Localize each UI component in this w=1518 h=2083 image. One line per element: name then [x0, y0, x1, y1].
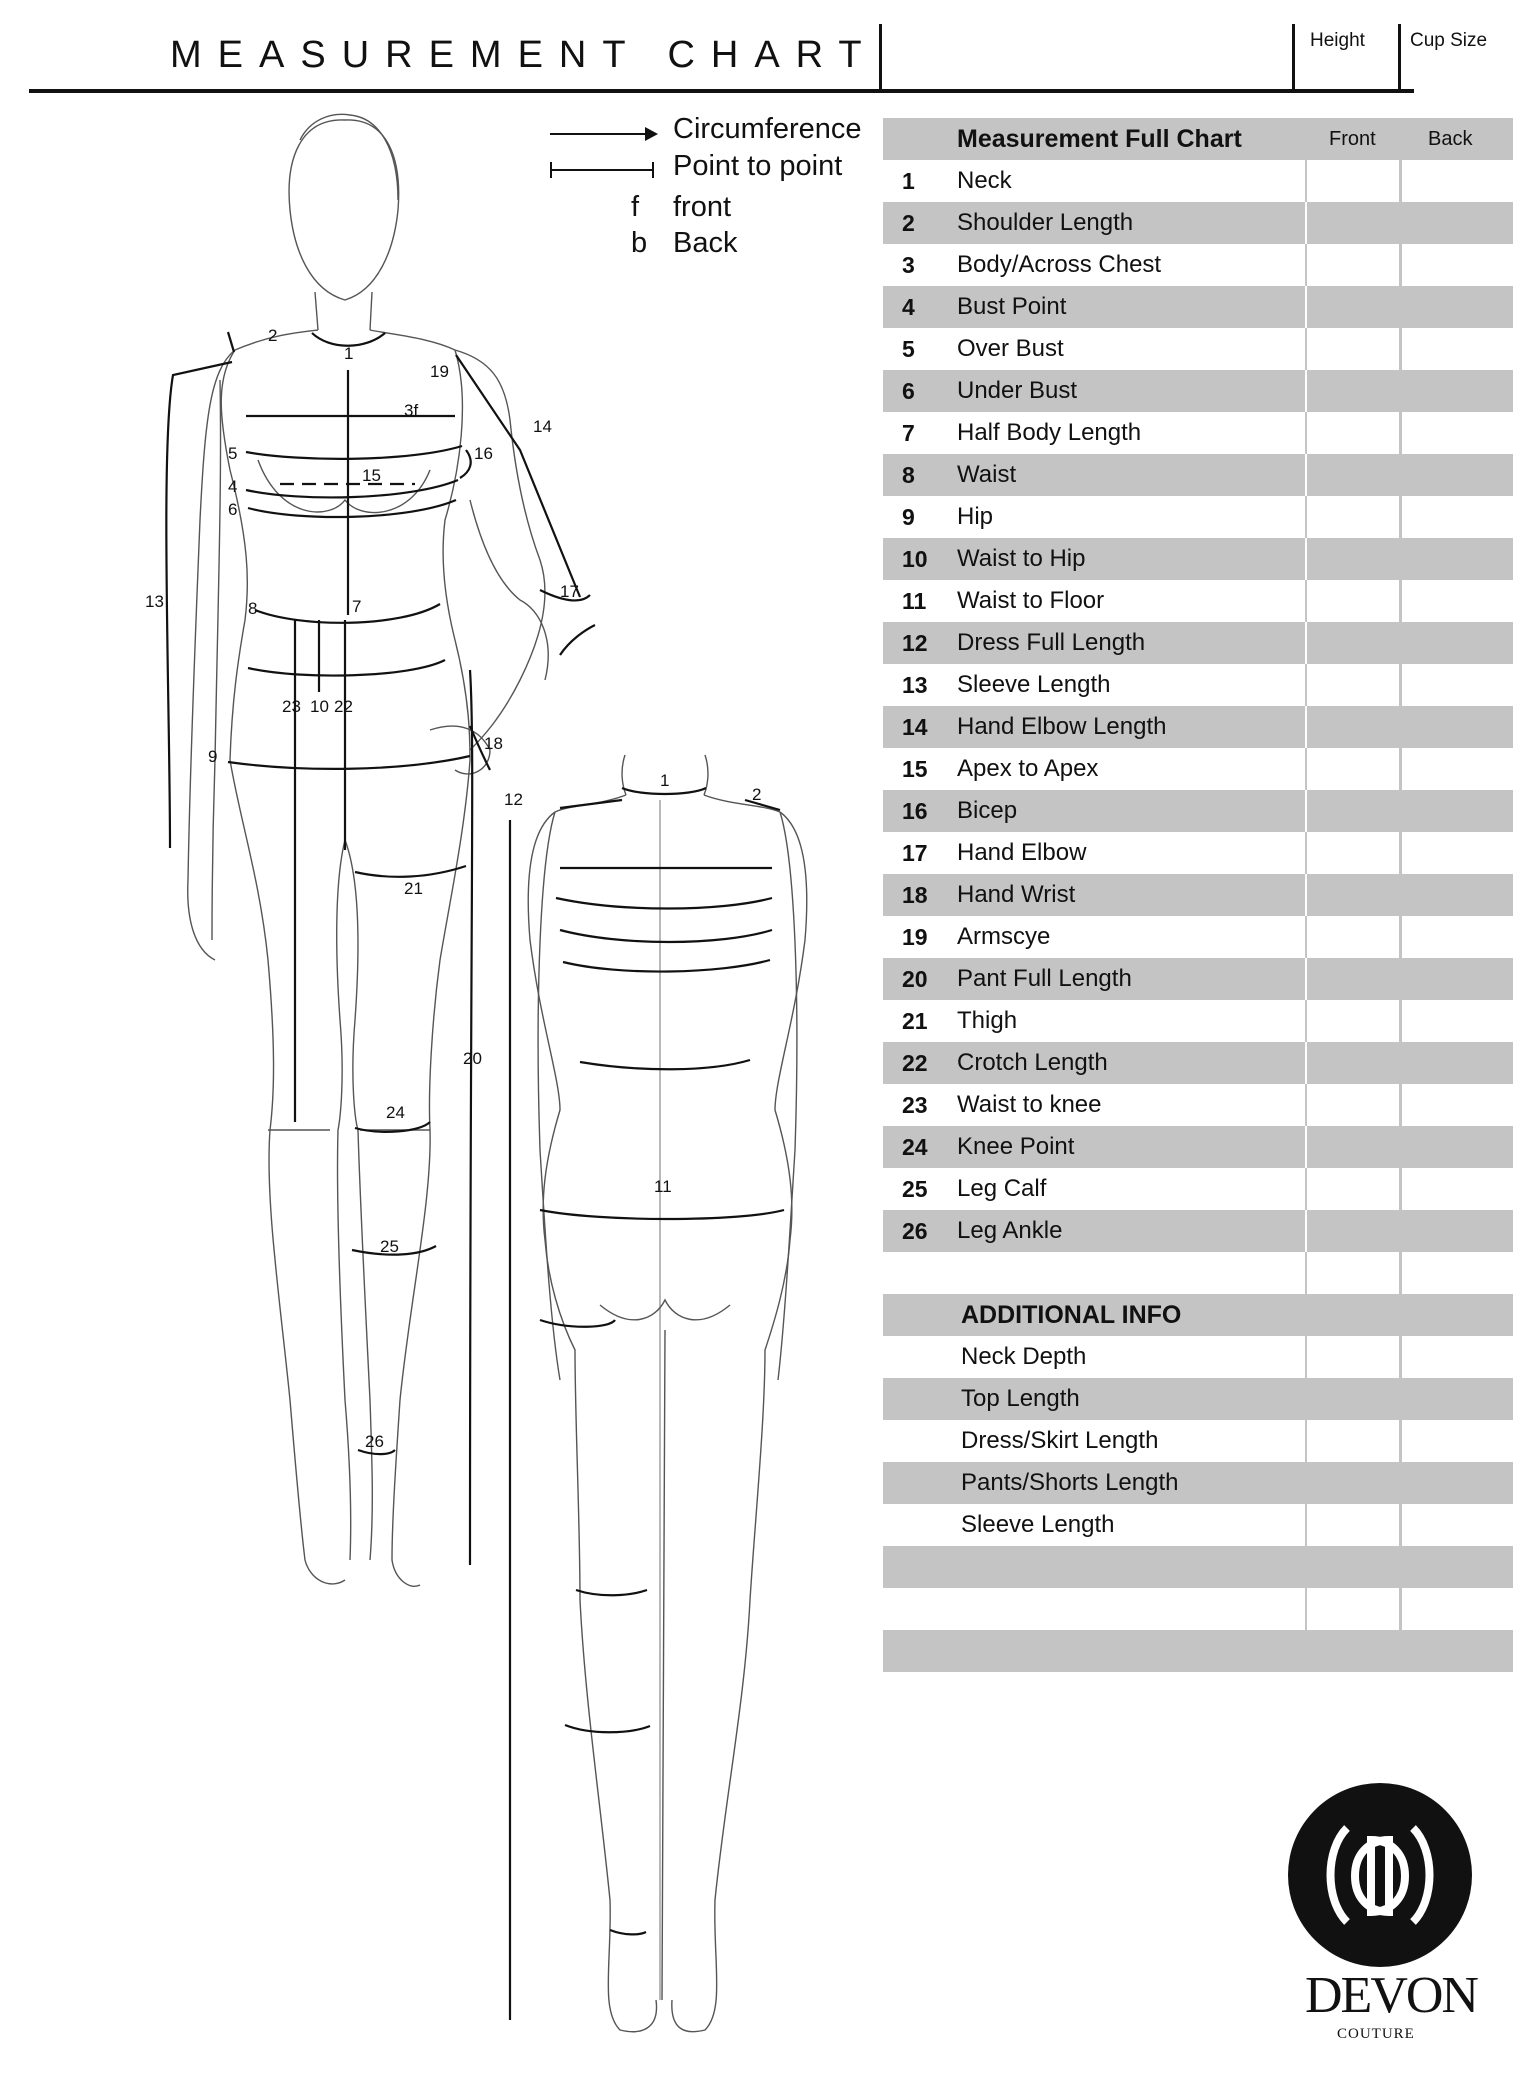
label-13: 13 — [145, 592, 164, 611]
row-number: 22 — [902, 1050, 928, 1076]
row-number: 10 — [902, 546, 928, 572]
row-label: Waist — [957, 461, 1017, 488]
row-label: Waist to knee — [957, 1091, 1102, 1118]
label-6: 6 — [228, 500, 238, 519]
row-label: Knee Point — [957, 1133, 1075, 1160]
label-25: 25 — [380, 1237, 399, 1256]
row-label: Waist to Hip — [957, 545, 1086, 572]
row-label: Sleeve Length — [957, 671, 1111, 698]
row-number: 6 — [902, 378, 915, 404]
row-number: 4 — [902, 294, 915, 320]
row-number: 12 — [902, 630, 928, 656]
row-label: Half Body Length — [957, 419, 1142, 446]
legend-front: front — [673, 191, 732, 223]
row-label: Shoulder Length — [957, 209, 1134, 236]
label-3f: 3f — [404, 401, 419, 420]
row-number: 14 — [902, 714, 928, 740]
row-label: Hand Elbow Length — [957, 713, 1167, 740]
back-figure-labels — [654, 771, 761, 1196]
row-label: Waist to Floor — [957, 587, 1105, 614]
page-title: MEASUREMENT CHART — [170, 34, 878, 76]
label-20: 20 — [463, 1049, 482, 1068]
devon-logo-icon — [1285, 1780, 1475, 1970]
row-number: 5 — [902, 336, 915, 362]
row-number: 26 — [902, 1218, 928, 1244]
row-number: 25 — [902, 1176, 928, 1202]
row-label: Leg Ankle — [957, 1217, 1063, 1244]
additional-info-title: ADDITIONAL INFO — [961, 1301, 1182, 1329]
brand-name: DEVON — [1305, 1967, 1477, 2024]
label-7: 7 — [352, 597, 362, 616]
row-number: 20 — [902, 966, 928, 992]
row-label: Thigh — [957, 1007, 1018, 1034]
label-15: 15 — [362, 466, 381, 485]
front-figure — [145, 0, 672, 2020]
row-number: 24 — [902, 1134, 928, 1160]
row-label: Hand Wrist — [957, 881, 1076, 908]
additional-info-label: Dress/Skirt Length — [961, 1427, 1159, 1454]
row-label: Under Bust — [957, 377, 1078, 404]
additional-info-label: Pants/Shorts Length — [961, 1469, 1179, 1496]
row-label: Crotch Length — [957, 1049, 1108, 1076]
additional-info-label: Top Length — [961, 1385, 1080, 1412]
label-1: 1 — [344, 344, 354, 363]
label-24: 24 — [386, 1103, 405, 1122]
row-label: Hand Elbow — [957, 839, 1087, 866]
cup-size-label: Cup Size — [1410, 30, 1488, 51]
row-label: Hip — [957, 503, 994, 530]
row-label: Bust Point — [957, 293, 1067, 320]
row-number: 17 — [902, 840, 928, 866]
brand-subtitle: COUTURE — [1337, 2026, 1415, 2042]
row-label: Leg Calf — [957, 1175, 1047, 1202]
back-label-11: 11 — [654, 1177, 672, 1196]
row-number: 7 — [902, 420, 915, 446]
legend-back-key: b — [631, 227, 648, 259]
label-2: 2 — [268, 326, 278, 345]
label-8: 8 — [248, 599, 258, 618]
row-number: 15 — [902, 756, 928, 782]
row-label: Over Bust — [957, 335, 1064, 362]
label-23: 23 — [282, 697, 301, 716]
label-12: 12 — [504, 790, 523, 809]
back-column-header: Back — [1428, 128, 1473, 150]
legend-back: Back — [673, 227, 738, 259]
label-4: 4 — [228, 477, 238, 496]
back-label-2: 2 — [752, 785, 762, 804]
row-number: 21 — [902, 1008, 928, 1034]
label-9: 9 — [208, 747, 218, 766]
row-label: Apex to Apex — [957, 755, 1099, 782]
label-18: 18 — [484, 734, 503, 753]
back-label-1: 1 — [660, 771, 670, 790]
row-number: 11 — [902, 588, 927, 614]
row-number: 8 — [902, 462, 915, 488]
row-label: Armscye — [957, 923, 1051, 950]
row-label: Neck — [957, 167, 1012, 194]
label-14: 14 — [533, 417, 552, 436]
label-21: 21 — [404, 879, 423, 898]
row-number: 2 — [902, 210, 915, 236]
label-10: 10 — [310, 697, 329, 716]
height-label: Height — [1310, 30, 1365, 51]
row-number: 23 — [902, 1092, 928, 1118]
row-number: 3 — [902, 252, 915, 278]
label-19: 19 — [430, 362, 449, 381]
row-label: Dress Full Length — [957, 629, 1146, 656]
back-figure — [528, 755, 806, 2032]
row-number: 1 — [902, 168, 915, 194]
row-number: 19 — [902, 924, 928, 950]
label-16: 16 — [474, 444, 493, 463]
row-number: 18 — [902, 882, 928, 908]
legend-circumference: Circumference — [673, 113, 862, 145]
label-26: 26 — [365, 1432, 384, 1451]
additional-info-label: Neck Depth — [961, 1343, 1087, 1370]
table-title: Measurement Full Chart — [957, 125, 1242, 153]
front-figure-labels — [145, 0, 672, 1451]
legend-point-to-point: Point to point — [673, 150, 843, 182]
row-number: 13 — [902, 672, 928, 698]
label-5: 5 — [228, 444, 238, 463]
row-label: Body/Across Chest — [957, 251, 1162, 278]
additional-info-label: Sleeve Length — [961, 1511, 1115, 1538]
front-column-header: Front — [1329, 128, 1376, 150]
label-17: 17 — [560, 582, 579, 601]
legend-front-key: f — [631, 191, 640, 223]
row-label: Pant Full Length — [957, 965, 1132, 992]
label-22: 22 — [334, 697, 353, 716]
row-number: 16 — [902, 798, 928, 824]
row-number: 9 — [902, 504, 915, 530]
row-label: Bicep — [957, 797, 1018, 824]
